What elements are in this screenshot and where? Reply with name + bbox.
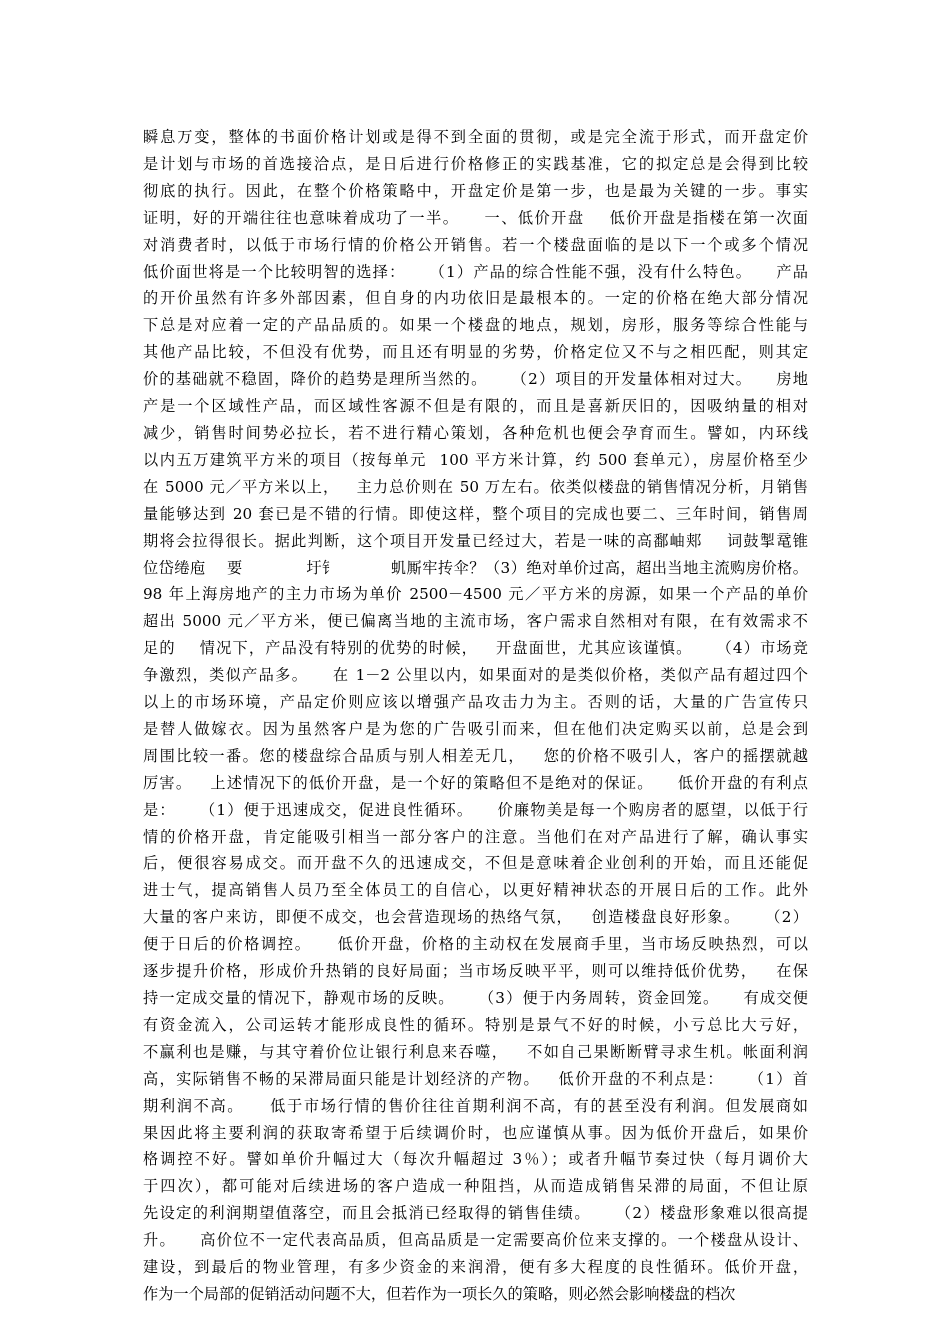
text-line: 作为一个局部的促销活动问题不大，但若作为一项长久的策略，则必然会影响楼盘的档次	[143, 1284, 736, 1303]
text-line: 超出 5000 元／平方米，便已偏离当地的主流市场，客户需求自然相对有限，在有效需求不	[143, 612, 808, 631]
text-line: 是计划与市场的首选接洽点，是日后进行价格修正的实践基准，它的拟定总是会得到比较	[143, 154, 808, 173]
text-line: 进士气，提高销售人员乃至全体员工的自信心，以更好精神状态的开展日后的工作。此外	[143, 881, 808, 900]
text-line: 量能够达到 20 套已是不错的行情。即使这样，整个项目的完成也要二、三年时间，销售周	[143, 504, 808, 523]
text-line: 格调控不好。譬如单价升幅过大（每次升幅超过 3％）；或者升幅节奏过快（每月调价大	[143, 1150, 808, 1169]
text-line: 高，实际销售不畅的呆滞局面只能是计划经济的产物。 低价开盘的不利点是： （1）首	[143, 1069, 808, 1088]
text-line: 于四次），都可能对后续进场的客户造成一种阻挡，从而造成销售呆滞的局面，不但让原	[143, 1177, 808, 1196]
text-line: 周围比较一番。您的楼盘综合品质与别人相差无几， 您的价格不吸引人，客户的摇摆就越	[143, 746, 808, 765]
text-line: 瞬息万变，整体的书面价格计划或是得不到全面的贯彻，或是完全流于形式，而开盘定价	[143, 128, 808, 146]
text-line: 低价面世将是一个比较明智的选择： （1）产品的综合性能不强，没有什么特色。 产品	[143, 262, 808, 281]
text-line: 大量的客户来访，即便不成交，也会营造现场的热络气氛， 创造楼盘良好形象。 （2）	[143, 908, 808, 927]
text-line: 在 5000 元／平方米以上， 主力总价则在 50 万左右。依类似楼盘的销售情况分析，月销售	[143, 477, 808, 496]
text-line: 证明，好的开端往往也意味着成功了一半。 一、低价开盘 低价开盘是指楼在第一次面	[143, 208, 808, 227]
text-line: 是替人做嫁衣。因为虽然客户是为您的广告吸引而来，但在他们决定购买以前，总是会到	[143, 719, 808, 738]
text-line: 不赢利也是赚，与其守着价位让银行利息来吞噬， 不如自己果断断臂寻求生机。帐面利润	[143, 1042, 808, 1061]
text-line: 的开价虽然有许多外部因素，但自身的内功依旧是最根本的。一定的价格在绝大部分情况	[143, 289, 808, 308]
text-line: 减少，销售时间势必拉长，若不进行精心策划，各种危机也便会孕育而生。譬如，内环线	[143, 423, 808, 442]
text-line: 期将会拉得很长。据此判断，这个项目开发量已经过大，若是一味的高鄱岫郏 词鼓掣鼋锥	[143, 531, 808, 550]
body-text	[143, 124, 808, 1308]
text-line: 下总是对应着一定的产品品质的。如果一个楼盘的地点，规划，房形，服务等综合性能与	[143, 316, 808, 335]
text-line: 有资金流入，公司运转才能形成良性的循环。特别是景气不好的时候，小亏总比大亏好，	[143, 1015, 808, 1034]
text-line: 彻底的执行。因此，在整个价格策略中，开盘定价是第一步，也是最为关键的一步。事实	[143, 181, 808, 200]
text-line: 以内五万建筑平方米的项目（按每单元 100 平方米计算，约 500 套单元），房屋价格至少	[143, 450, 808, 469]
text-line: 先设定的利润期望值落空，而且会抵消已经取得的销售佳绩。 （2）楼盘形象难以很高提	[143, 1204, 808, 1223]
text-line: 厉害。 上述情况下的低价开盘，是一个好的策略但不是绝对的保证。 低价开盘的有利点	[143, 773, 808, 792]
text-line: 足的 情况下，产品没有特别的优势的时候， 开盘面世，尤其应该谨慎。 （4）市场竞	[143, 639, 808, 658]
text-line: 98 年上海房地产的主力市场为单价 2500－4500 元／平方米的房源，如果一个产品的单价	[143, 585, 808, 604]
text-line: 持一定成交量的情况下，静观市场的反映。 （3）便于内务周转，资金回笼。 有成交便	[143, 989, 808, 1007]
text-line: 以上的市场环境，产品定价则应该以增强产品攻击力为主。否则的话，大量的广告宣传只	[143, 693, 808, 712]
text-line: 果因此将主要利润的获取寄希望于后续调价时，也应谨慎从事。因为低价开盘后，如果价	[143, 1123, 808, 1142]
text-line: 期利润不高。 低于市场行情的售价往往首期利润不高，有的甚至没有利润。但发展商如	[143, 1096, 808, 1115]
text-line: 争激烈，类似产品多。 在 1－2 公里以内，如果面对的是类似价格，类似产品有超过四个	[143, 666, 808, 685]
text-line: 建设，到最后的物业管理，有多少资金的来润滑，便有多大程度的良性循环。低价开盘，	[143, 1258, 808, 1277]
text-line: 位岱绻庖 要 圩钅 虮厮牢抟伞？（3）绝对单价过高，超出当地主流购房价格。	[143, 558, 808, 577]
text-line: 对消费者时，以低于市场行情的价格公开销售。若一个楼盘面临的是以下一个或多个情况	[143, 235, 808, 254]
text-line: 便于日后的价格调控。 低价开盘，价格的主动权在发展商手里，当市场反映热烈，可以	[143, 935, 808, 954]
text-line: 产是一个区域性产品，而区域性客源不但是有限的，而且是喜新厌旧的，因吸纳量的相对	[143, 397, 808, 416]
text-line: 是： （1）便于迅速成交，促进良性循环。 价廉物美是每一个购房者的愿望，以低于行	[143, 800, 808, 819]
text-line: 其他产品比较，不但没有优势，而且还有明显的劣势，价格定位又不与之相匹配，则其定	[143, 343, 808, 362]
text-line: 后，便很容易成交。而开盘不久的迅速成交，不但是意味着企业创利的开始，而且还能促	[143, 854, 808, 873]
text-line: 逐步提升价格，形成价升热销的良好局面；当市场反映平平，则可以维持低价优势， 在保	[143, 962, 808, 981]
text-line: 升。 高价位不一定代表高品质，但高品质是一定需要高价位来支撑的。一个楼盘从设计、	[143, 1231, 808, 1250]
text-line: 情的价格开盘，肯定能吸引相当一部分客户的注意。当他们在对产品进行了解，确认事实	[143, 827, 808, 846]
text-line: 价的基础就不稳固，降价的趋势是理所当然的。 （2）项目的开发量体相对过大。 房地	[143, 370, 808, 389]
